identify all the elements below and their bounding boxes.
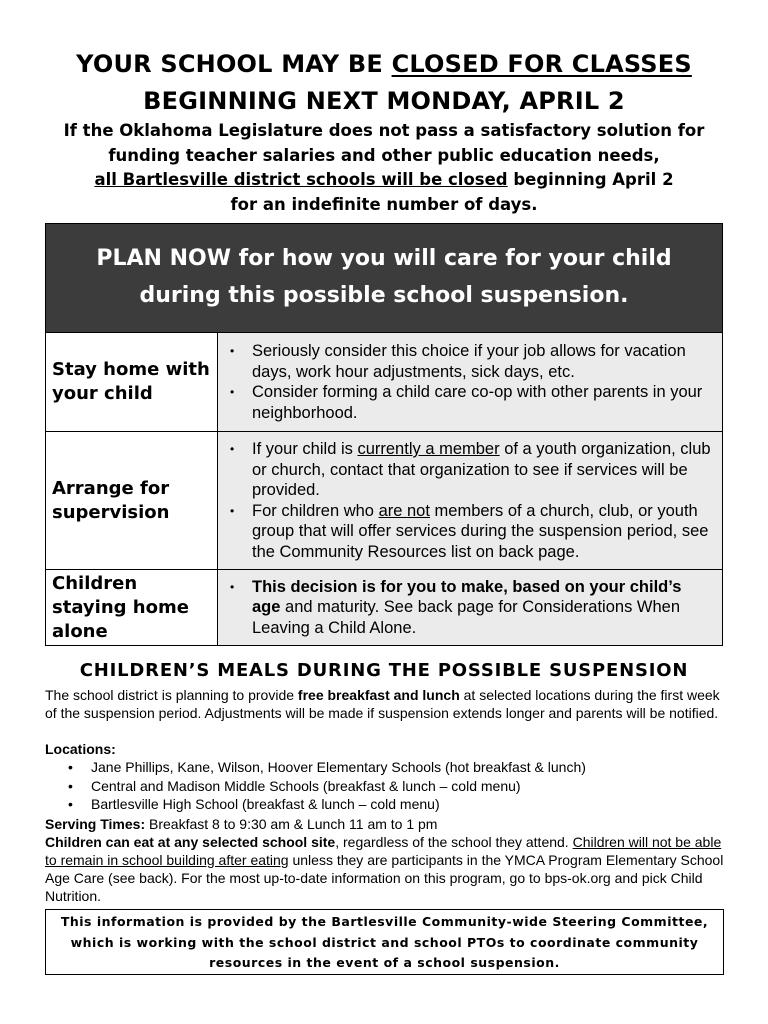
row-label: Arrange for supervision	[46, 432, 218, 569]
row-content	[218, 333, 722, 431]
list-item: • Bartlesville High School (breakfast & lunch – cold menu)	[91, 795, 725, 814]
note-line-3: resources in the event of a school suspension.	[209, 955, 560, 970]
eating-policy: Children can eat at any selected school site, regardless of the school they attend. Children will not be able to remain in school building after eating unless they are participants in the YMCA Program Elementary School Age Care (see back). For the most up-to-date information on this program, go to bps-ok.org and pick Child Nutrition.	[45, 834, 724, 904]
plan-table	[45, 223, 723, 646]
list-item: • Jane Phillips, Kane, Wilson, Hoover Elementary Schools (hot breakfast & lunch)	[91, 758, 725, 777]
row-content	[218, 570, 722, 645]
list-item: • If your child is currently a member of a youth organization, club or church, contact that organization to see if services will be provided.	[252, 439, 714, 501]
headline-underlined: CLOSED FOR CLASSES	[391, 50, 692, 78]
plan-banner	[46, 224, 722, 332]
list-item: • For children who are not members of a church, club, or youth group that will offer services during the suspension period, see the Community Resources list on back page.	[252, 501, 714, 563]
subtitle-underlined: all Bartlesville district schools will be closed	[94, 170, 508, 189]
headline-prefix: YOUR SCHOOL MAY BE	[76, 50, 392, 78]
locations-list	[45, 758, 725, 814]
committee-note	[45, 909, 724, 975]
subtitle-line-1: If the Oklahoma Legislature does not pass a satisfactory solution for	[63, 121, 705, 140]
note-line-2: which is working with the school district and school PTOs to coordinate community	[70, 934, 699, 950]
headline-line-1	[0, 50, 768, 78]
subtitle-line-2: funding teacher salaries and other public education needs,	[108, 146, 660, 165]
serving-times: Serving Times: Breakfast 8 to 9:30 am & Lunch 11 am to 1 pm	[45, 816, 438, 832]
plan-row-arrange-supervision	[46, 431, 722, 569]
row-label: Stay home with your child	[46, 333, 218, 431]
row-label: Children staying home alone	[46, 570, 218, 645]
list-item: • Seriously consider this choice if your job allows for vacation days, work hour adjustments, sick days, etc.	[252, 341, 714, 382]
banner-line-1: PLAN NOW for how you will care for your child	[96, 246, 672, 271]
meals-intro: The school district is planning to provide free breakfast and lunch at selected locations during the first week of the suspension period. Adjustments will be made if suspension extends longer and parents will be notified.	[45, 687, 720, 721]
plan-row-stay-home	[46, 332, 722, 431]
subtitle-line-4: for an indefinite number of days.	[230, 195, 538, 214]
note-line-1: This information is provided by the Bartlesville Community-wide Steering Committee,	[60, 914, 709, 929]
list-item: • This decision is for you to make, based on your child’s age and maturity. See back page for Considerations When Leaving a Child Alone.	[252, 577, 714, 639]
meals-section-title: CHILDREN’S MEALS DURING THE POSSIBLE SUSPENSION	[79, 660, 689, 681]
headline-line-2: BEGINNING NEXT MONDAY, APRIL 2	[143, 87, 625, 115]
plan-row-home-alone	[46, 569, 722, 645]
list-item: • Consider forming a child care co-op with other parents in your neighborhood.	[252, 382, 714, 423]
subtitle-line-3	[0, 170, 768, 189]
list-item: • Central and Madison Middle Schools (breakfast & lunch – cold menu)	[91, 777, 725, 796]
subtitle-rest: beginning April 2	[507, 170, 674, 189]
row-content	[218, 432, 722, 569]
locations-heading: Locations:	[45, 741, 116, 757]
banner-line-2: during this possible school suspension.	[139, 283, 629, 308]
